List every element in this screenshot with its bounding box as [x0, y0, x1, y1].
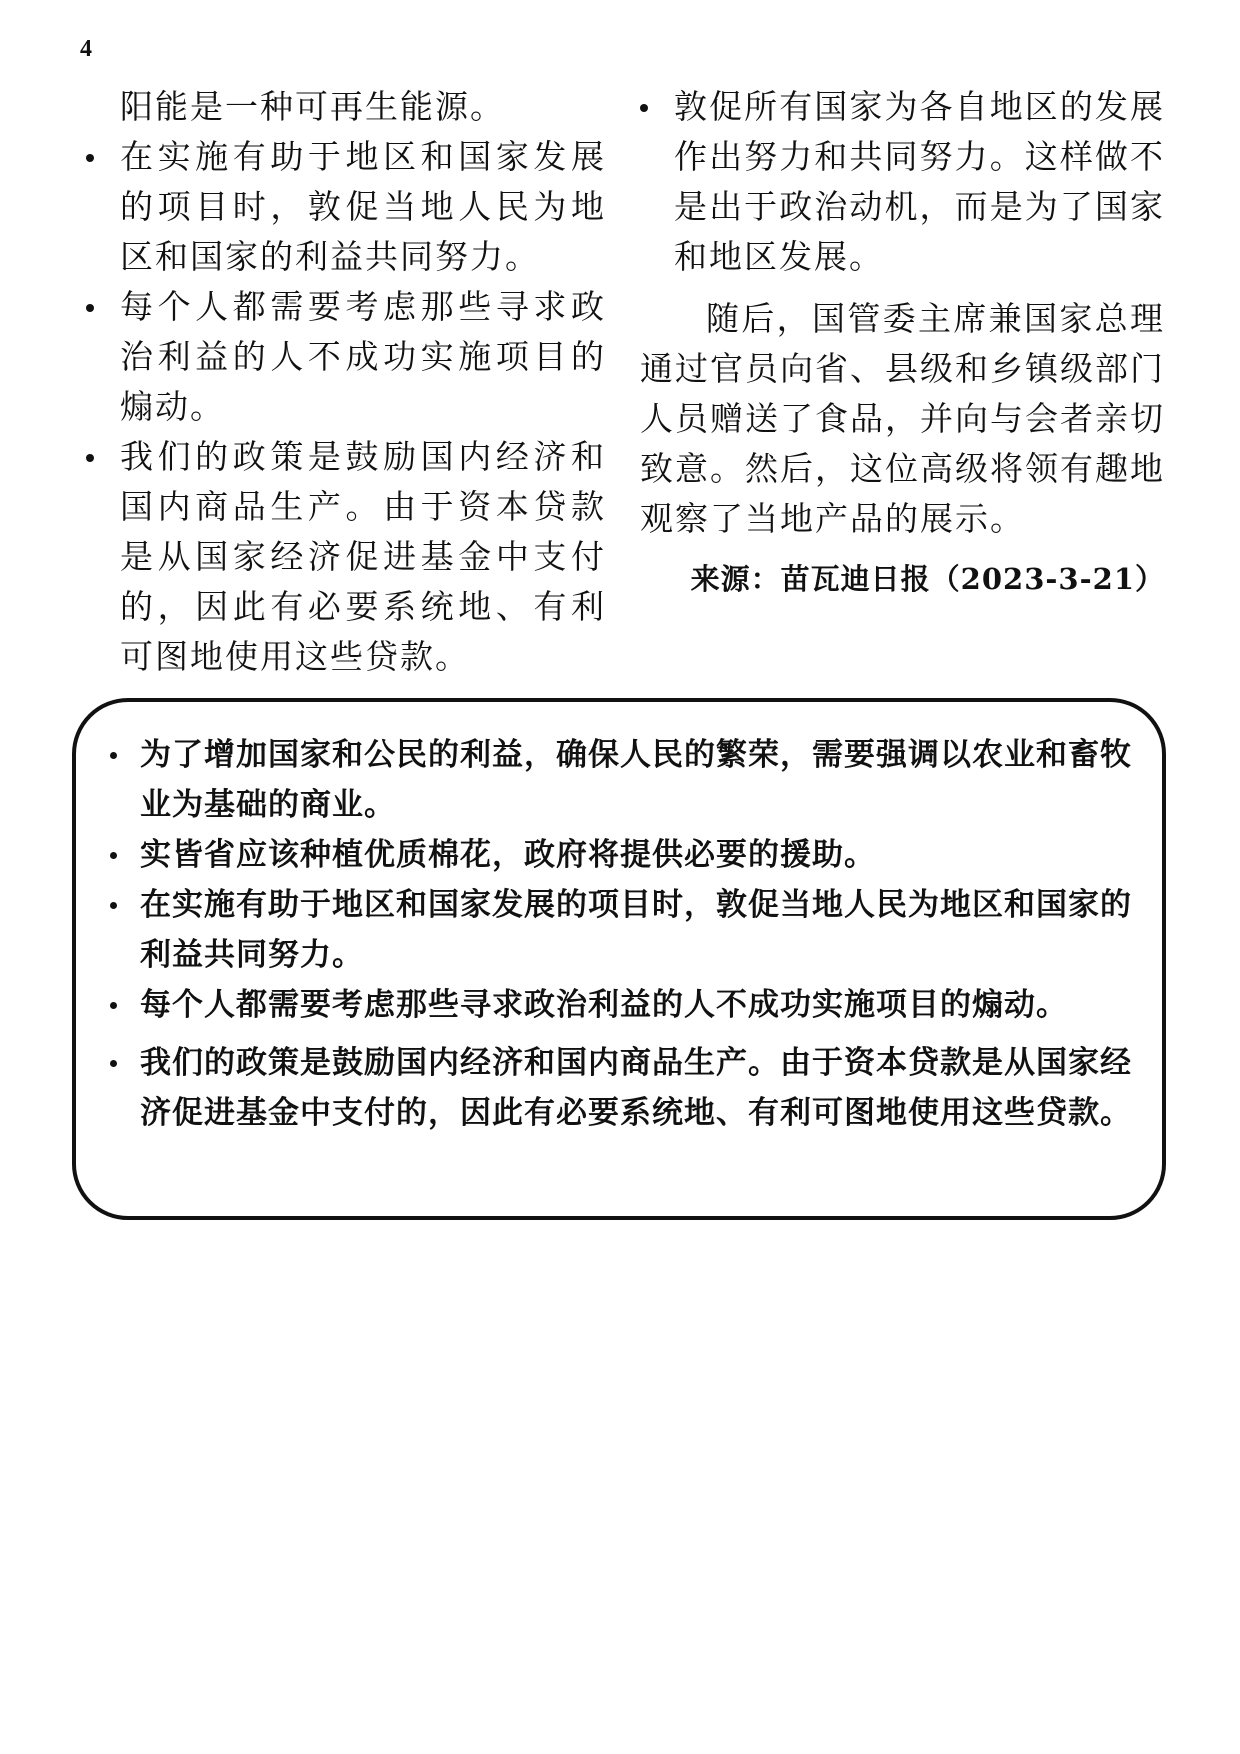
summary-box [72, 698, 1166, 1220]
list-item [104, 980, 1136, 1030]
bullet-icon [86, 154, 94, 162]
list-item [104, 830, 1136, 880]
bullet-icon [110, 1002, 117, 1009]
list-item-text: 每个人都需要考虑那些寻求政治利益的人不成功实施项目的煽动。 [120, 287, 606, 426]
right-bullet-list [640, 82, 1165, 282]
continuation-text: 阳能是一种可再生能源。 [120, 87, 505, 126]
list-item-text: 在实施有助于地区和国家发展的项目时，敦促当地人民为地区和国家的利益共同努力。 [140, 887, 1132, 973]
right-column [640, 82, 1165, 604]
list-item-text: 敦促所有国家为各自地区的发展作出努力和共同努力。这样做不是出于政治动机，而是为了国家和地区发展。 [674, 87, 1165, 276]
list-item [104, 880, 1136, 980]
summary-bullet-list [104, 730, 1136, 1138]
list-item-text: 在实施有助于地区和国家发展的项目时，敦促当地人民为地区和国家的利益共同努力。 [120, 137, 606, 276]
list-item-text: 我们的政策是鼓励国内经济和国内商品生产。由于资本贷款是从国家经济促进基金中支付的，因此有必要系统地、有利可图地使用这些贷款。 [140, 1045, 1132, 1131]
list-item [104, 1038, 1136, 1138]
bullet-icon [110, 1060, 117, 1067]
list-item [86, 132, 606, 282]
bullet-icon [86, 304, 94, 312]
list-item-text: 为了增加国家和公民的利益，确保人民的繁荣，需要强调以农业和畜牧业为基础的商业。 [140, 737, 1132, 823]
list-item-text: 我们的政策是鼓励国内经济和国内商品生产。由于资本贷款是从国家经济促进基金中支付的，因此有必要系统地、有利可图地使用这些贷款。 [120, 437, 606, 676]
list-item-text: 每个人都需要考虑那些寻求政治利益的人不成功实施项目的煽动。 [140, 987, 1068, 1023]
list-item [104, 730, 1136, 830]
bullet-icon [110, 902, 117, 909]
left-bullet-list [86, 132, 606, 682]
bullet-icon [110, 752, 117, 759]
list-item [640, 82, 1165, 282]
bullet-icon [86, 454, 94, 462]
bullet-icon [640, 104, 648, 112]
source-citation: 来源：苗瓦迪日报（2023-3-21） [690, 562, 1165, 596]
list-item [86, 282, 606, 432]
page-number: 4 [80, 36, 92, 62]
list-item-text: 实皆省应该种植优质棉花，政府将提供必要的援助。 [140, 837, 876, 873]
list-item [86, 432, 606, 682]
left-column [86, 82, 606, 682]
bullet-icon [110, 852, 117, 859]
body-paragraph: 随后，国管委主席兼国家总理通过官员向省、县级和乡镇级部门人员赠送了食品，并向与会者亲切致意。然后，这位高级将领有趣地观察了当地产品的展示。 [640, 299, 1165, 538]
